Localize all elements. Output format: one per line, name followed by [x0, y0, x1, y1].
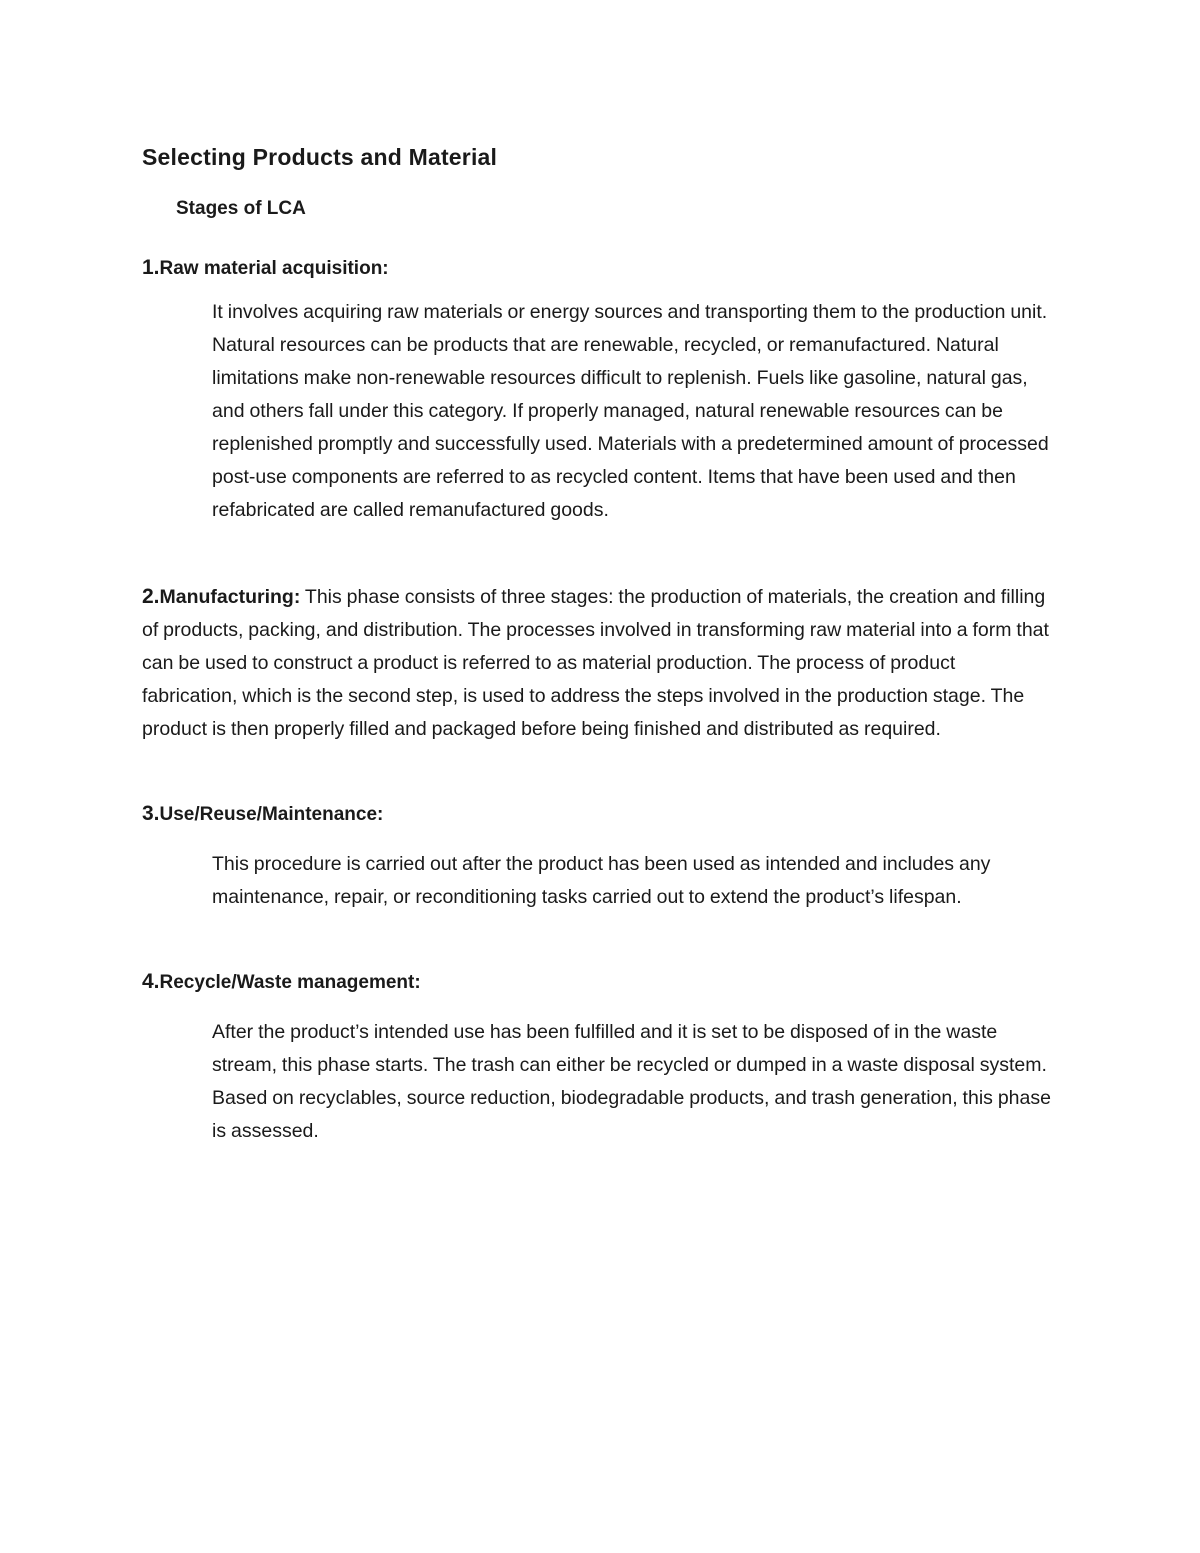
page-subtitle: Stages of LCA: [176, 198, 306, 219]
section-number: 1.: [142, 256, 160, 279]
section-number: 3.: [142, 802, 160, 825]
section-heading-label: Raw material acquisition:: [159, 258, 389, 279]
section-body-use-reuse: This procedure is carried out after the product has been used as intended and includes any maintenance, repair, or reconditioning tasks carried out to extend the product’s lifespan.: [212, 853, 991, 908]
page-title: Selecting Products and Material: [142, 144, 498, 170]
section-heading-raw-material: [142, 256, 389, 280]
section-heading-label: Recycle/Waste management:: [159, 972, 421, 993]
section-body-manufacturing: This phase consists of three stages: the production of materials, the creation and filling of products, packing, and distribution. The processes involved in transforming raw material into a form that can be used to construct a product is referred to as material production. The process of product fabrication, which is the second step, is used to address the steps involved in the production stage. The product is then properly filled and packaged before being finished and distributed as required.: [142, 586, 1049, 740]
section-heading-recycle: [142, 970, 421, 994]
section-body-recycle: After the product’s intended use has been fulfilled and it is set to be disposed of in the waste stream, this phase starts. The trash can either be recycled or dumped in a waste disposal system. Based on recyclables, source reduction, biodegradable products, and trash generation, this phase is assessed.: [212, 1021, 1051, 1142]
section-heading-label: Use/Reuse/Maintenance:: [159, 804, 384, 825]
section-heading-label: Manufacturing:: [159, 586, 301, 608]
section-number: 4.: [142, 970, 160, 993]
section-manufacturing: [142, 580, 1052, 746]
section-heading-use-reuse: [142, 802, 383, 826]
section-number: 2.: [142, 585, 160, 608]
section-body-raw-material: It involves acquiring raw materials or energy sources and transporting them to the production unit. Natural resources can be products that are renewable, recycled, or remanufactured. Natural limitations make non-renewable resources difficult to replenish. Fuels like gasoline, natural gas, and others fall under this category. If properly managed, natural renewable resources can be replenished promptly and successfully used. Materials with a predetermined amount of processed post-use components are referred to as recycled content. Items that have been used and then refabricated are called remanufactured goods.: [212, 301, 1049, 521]
